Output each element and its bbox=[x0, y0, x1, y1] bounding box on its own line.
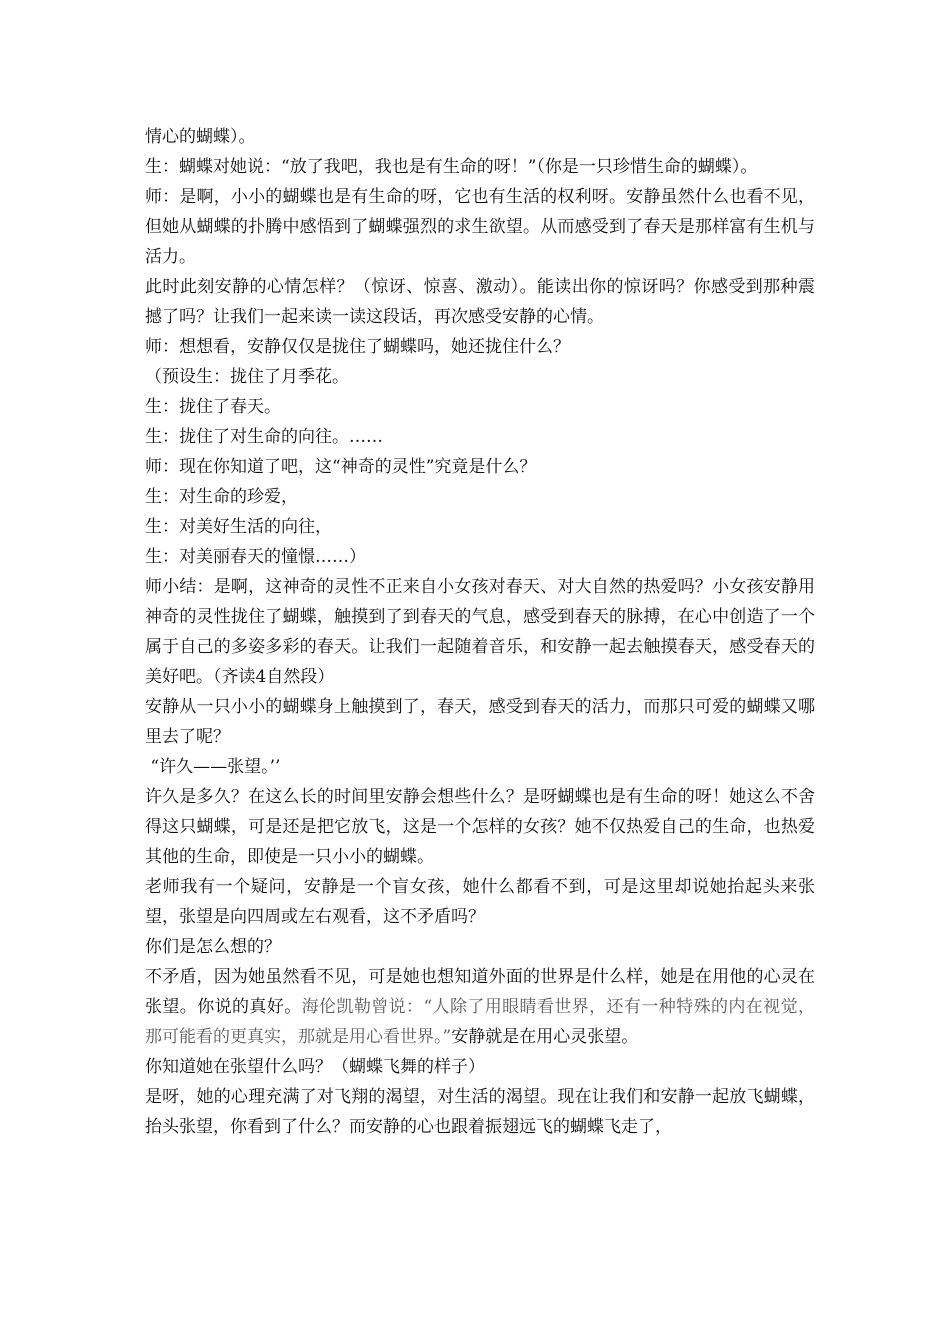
paragraph-12: 生：对美丽春天的憧憬……） bbox=[145, 547, 366, 567]
paragraph-3: 师：是啊，小小的蝴蝶也是有生命的呀，它也有生活的权利呀。安静虽然什么也看不见，但她从蝴蝶的扑腾中感悟到了蝴蝶强烈的求生欲望。从而感受到了春天是那样富有生机与活力。 bbox=[145, 187, 815, 267]
paragraph-7: 生：拢住了春天。 bbox=[145, 397, 281, 417]
paragraph-19 bbox=[145, 962, 815, 1052]
paragraph-19-lead: 不矛盾，因为她虽然看不见，可是她也想知道外面的世界是什么样，她是在用他的心灵在张望。你说的真好。 bbox=[145, 967, 815, 1017]
paragraph-6: （预设生：拢住了月季花。 bbox=[145, 367, 349, 387]
paragraph-13: 师小结：是啊，这神奇的灵性不正来自小女孩对春天、对大自然的热爱吗？小女孩安静用神奇的灵性拢住了蝴蝶，触摸到了到春天的气息，感受到春天的脉搏，在心中创造了一个属于自己的多姿多彩的春天。让我们一起随着音乐，和安静一起去触摸春天，感受春天的美好吧。（齐读4自然段） bbox=[145, 577, 815, 687]
paragraph-16: 许久是多久？在这么长的时间里安静会想些什么？是呀蝴蝶也是有生命的呀！她这么不舍得这只蝴蝶，可是还是把它放飞，这是一个怎样的女孩？她不仅热爱自己的生命，也热爱其他的生命，即使是一只小小的蝴蝶。 bbox=[145, 787, 815, 867]
paragraph-1: 情心的蝴蝶）。 bbox=[145, 127, 256, 147]
paragraph-8: 生：拢住了对生命的向往。…… bbox=[145, 427, 383, 447]
paragraph-17: 老师我有一个疑问，安静是一个盲女孩，她什么都看不到，可是这里却说她抬起头来张望，张望是向四周或左右观看，这不矛盾吗？ bbox=[145, 877, 815, 927]
helen-keller-quote: 海伦凯勒曾说：“人除了用眼睛看世界，还有一种特殊的内在视觉，那可能看的更真实，那就是用心看世界。” bbox=[145, 997, 815, 1047]
paragraph-5: 师：想想看，安静仅仅是拢住了蝴蝶吗，她还拢住什么？ bbox=[145, 337, 570, 357]
paragraph-15: “许久——张望。’’ bbox=[145, 757, 281, 777]
paragraph-18: 你们是怎么想的？ bbox=[145, 937, 281, 957]
paragraph-20: 你知道她在张望什么吗？（蝴蝶飞舞的样子） bbox=[145, 1057, 485, 1077]
paragraph-4: 此时此刻安静的心情怎样？（惊讶、惊喜、激动）。能读出你的惊讶吗？你感受到那种震撼了吗？让我们一起来读一读这段话，再次感受安静的心情。 bbox=[145, 277, 815, 327]
paragraph-14: 安静从一只小小的蝴蝶身上触摸到了，春天，感受到春天的活力，而那只可爱的蝴蝶又哪里去了呢？ bbox=[145, 697, 815, 747]
document-body bbox=[145, 122, 815, 1142]
paragraph-9: 师：现在你知道了吧，这“神奇的灵性”究竟是什么？ bbox=[145, 457, 537, 477]
paragraph-21: 是呀，她的心理充满了对飞翔的渴望，对生活的渴望。现在让我们和安静一起放飞蝴蝶，抬头张望，你看到了什么？而安静的心也跟着振翅远飞的蝴蝶飞走了， bbox=[145, 1087, 815, 1137]
paragraph-10: 生：对生命的珍爱， bbox=[145, 487, 298, 507]
paragraph-2: 生：蝴蝶对她说：“放了我吧，我也是有生命的呀！”（你是一只珍惜生命的蝴蝶）。 bbox=[145, 157, 758, 177]
paragraph-19-tail: 安静就是在用心灵张望。 bbox=[451, 1027, 639, 1047]
paragraph-11: 生：对美好生活的向往， bbox=[145, 517, 332, 537]
